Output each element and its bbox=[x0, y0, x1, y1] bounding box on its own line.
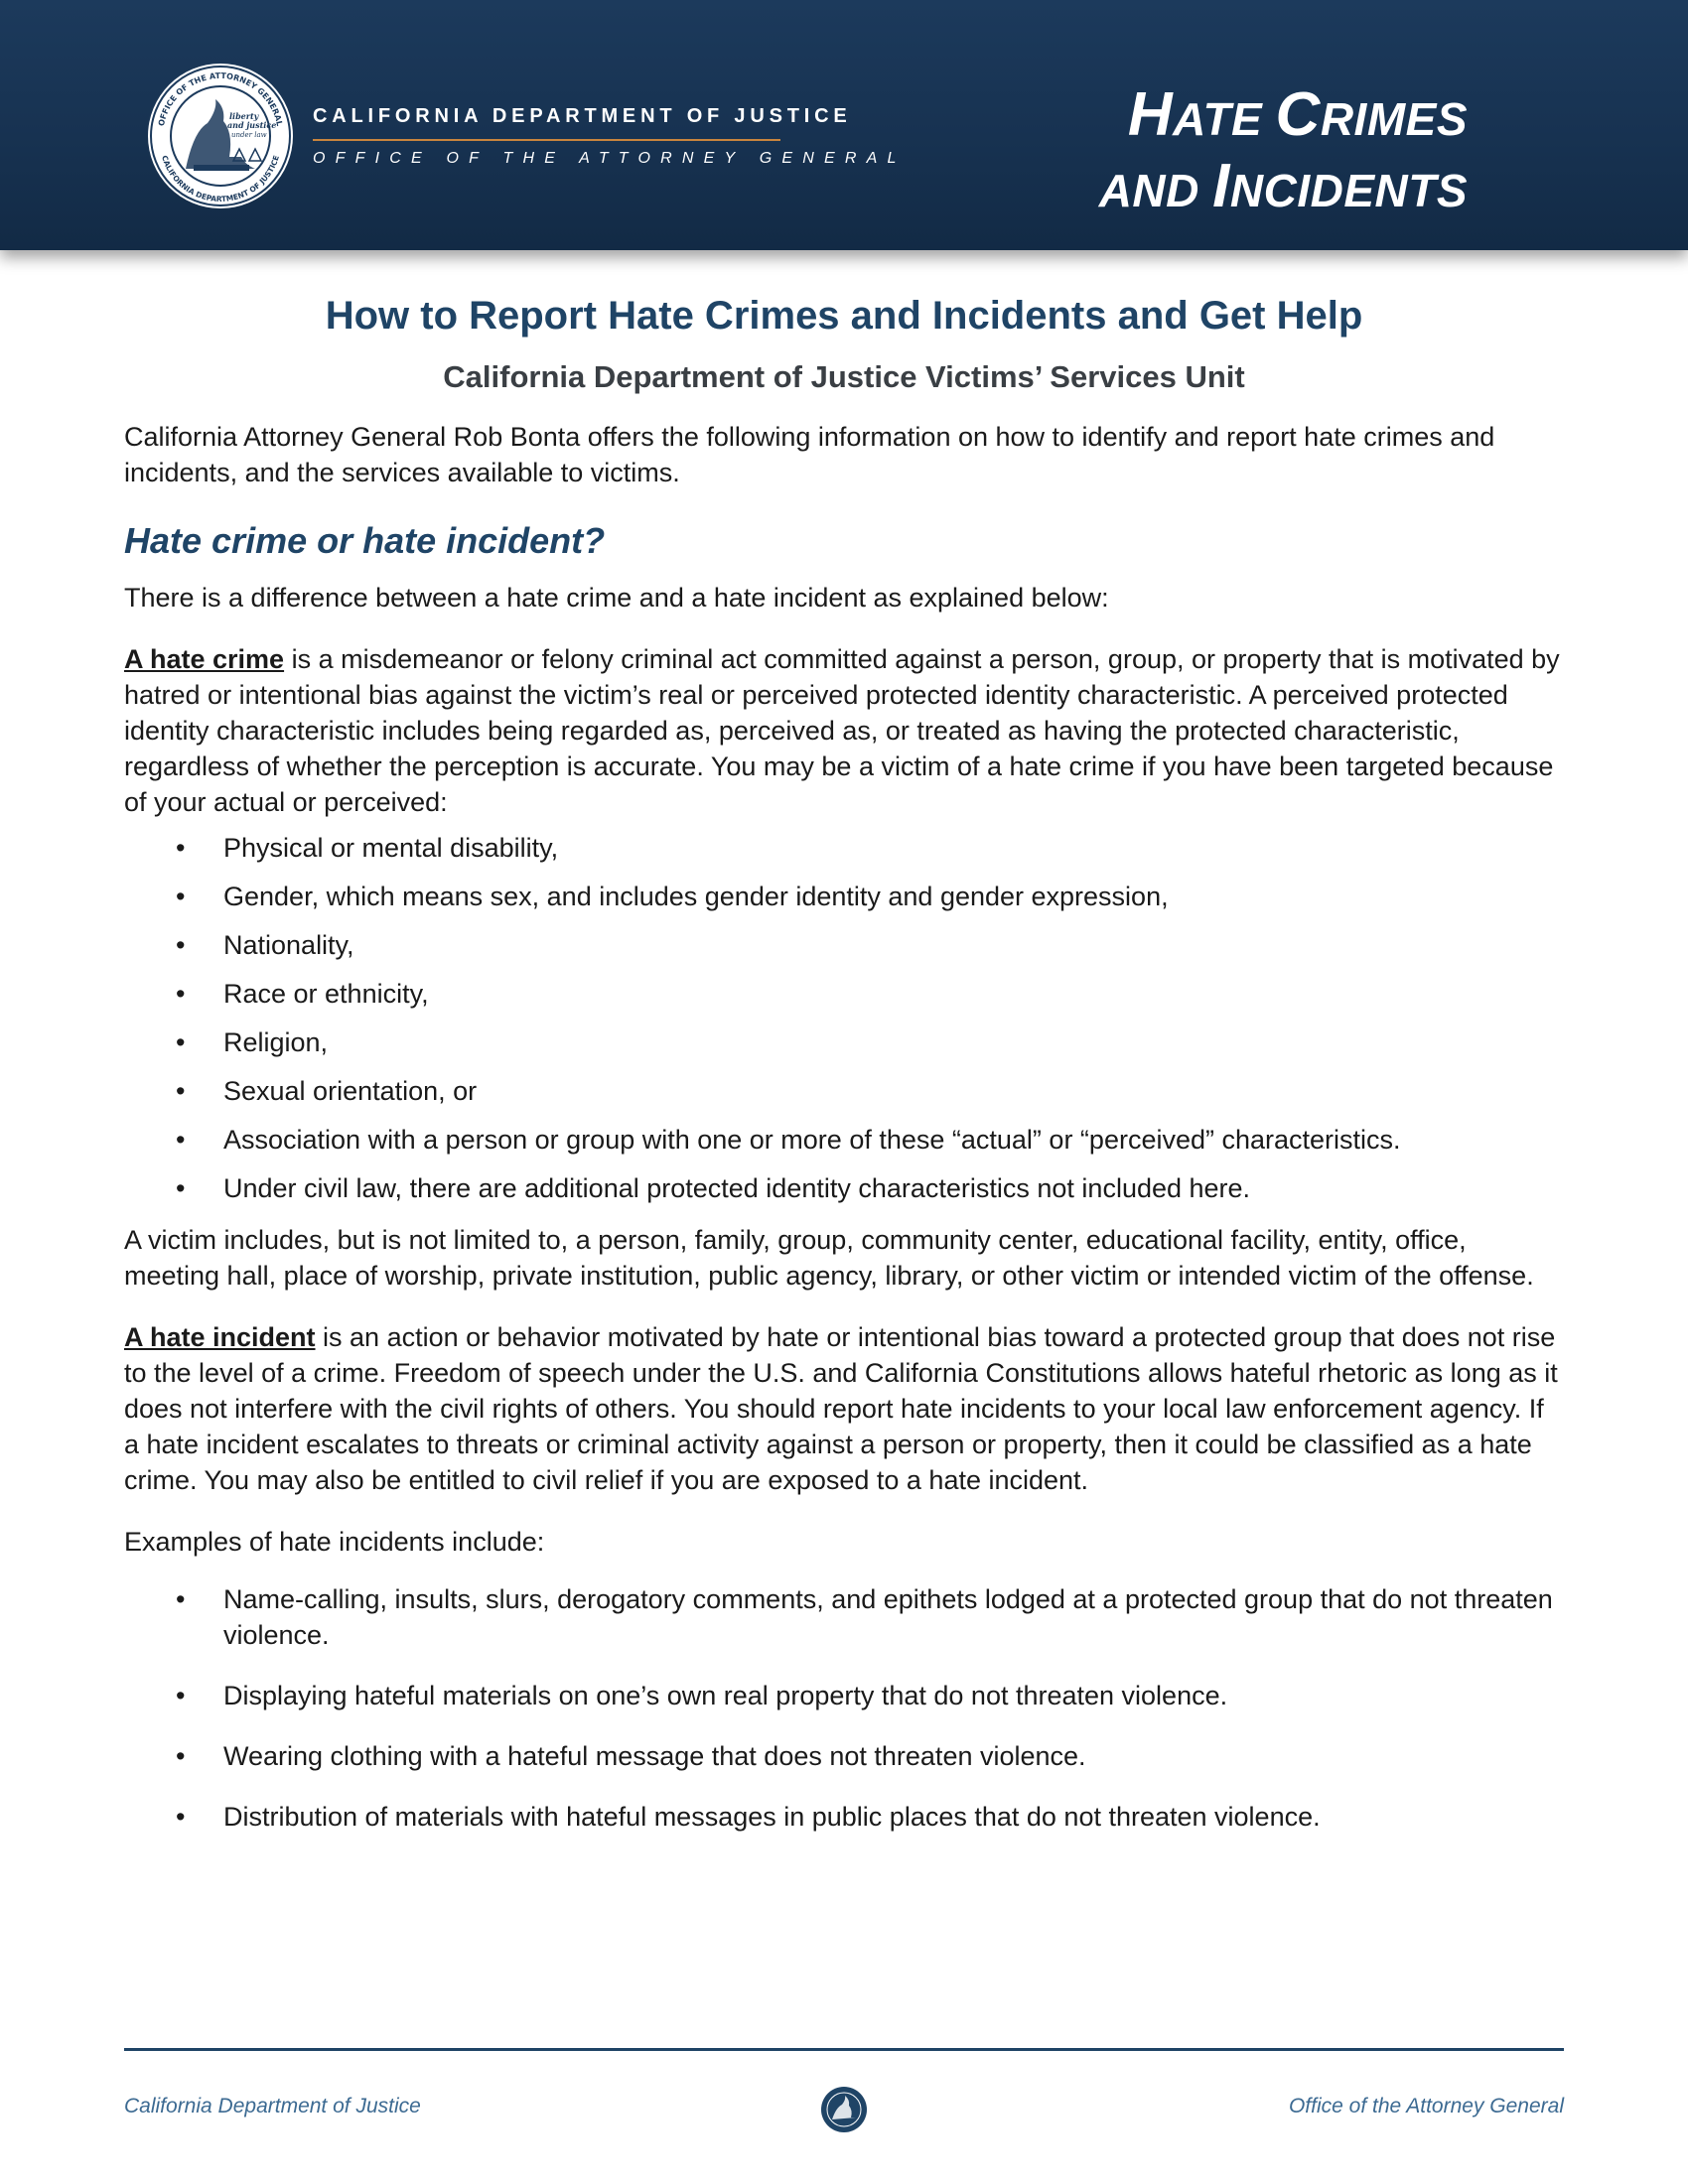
list-item: • Gender, which means sex, and includes gender identity and gender expression, bbox=[176, 882, 1169, 911]
page-title: How to Report Hate Crimes and Incidents and Get Help bbox=[325, 294, 1363, 338]
doj-seal-icon bbox=[146, 62, 295, 210]
footer-department: California Department of Justice bbox=[124, 2095, 421, 2117]
list-item: • Under civil law, there are additional protected identity characteristics not included here. bbox=[176, 1173, 1251, 1203]
svg-text:CALIFORNIA DEPARTMENT OF JUSTI: CALIFORNIA DEPARTMENT OF JUSTICE bbox=[160, 154, 281, 205]
document-title-block bbox=[1099, 81, 1468, 224]
examples-intro: Examples of hate incidents include: bbox=[124, 1527, 545, 1557]
footer-seal-icon bbox=[820, 2086, 868, 2133]
footer-office: Office of the Attorney General bbox=[1288, 2095, 1564, 2117]
department-subtitle: OFFICE OF THE ATTORNEY GENERAL bbox=[313, 150, 907, 167]
examples-list bbox=[124, 1581, 1564, 1835]
victim-definition: A victim includes, but is not limited to, a person, family, group, community center, educational facility, entity, office, meeting hall, place of worship, private institution, public agency, library, or other victim or intended victim of the offense. bbox=[124, 1225, 1534, 1291]
svg-text:under law: under law bbox=[231, 131, 267, 139]
list-item: • Religion, bbox=[176, 1027, 329, 1057]
list-item: • Race or ethnicity, bbox=[176, 979, 429, 1009]
list-item: • Physical or mental disability, bbox=[176, 833, 559, 863]
list-item: • Association with a person or group with one or more of these “actual” or “perceived” characteristics. bbox=[176, 1125, 1401, 1155]
department-divider bbox=[313, 139, 780, 141]
svg-text:and justice: and justice bbox=[227, 120, 277, 130]
intro-paragraph: California Attorney General Rob Bonta offers the following information on how to identify and report hate crimes and incidents, and the services available to victims. bbox=[124, 422, 1495, 487]
hate-crime-definition: A hate crime is a misdemeanor or felony criminal act committed against a person, group, or property that is motivated by hatred or intentional bias against the victim’s real or perceived protected identity characteristic. A perceived protected identity characteristic includes being regarded as, perceived as, or treated as having the protected characteristic, regardless of whether the perception is accurate. You may be a victim of a hate crime if you have been targeted because of your actual or perceived: bbox=[124, 644, 1560, 817]
hate-crime-term: A hate crime bbox=[124, 644, 285, 674]
list-item: • Sexual orientation, or bbox=[176, 1076, 478, 1106]
footer-divider bbox=[124, 2048, 1564, 2051]
list-item: • Displaying hateful materials on one’s own real property that do not threaten violence. bbox=[176, 1681, 1228, 1710]
list-item: • Wearing clothing with a hateful message that does not threaten violence. bbox=[176, 1741, 1086, 1771]
document-body bbox=[124, 290, 1564, 1859]
section-heading: Hate crime or hate incident? bbox=[124, 520, 606, 561]
page-subtitle: California Department of Justice Victims’ Services Unit bbox=[443, 359, 1245, 394]
list-item: • Distribution of materials with hateful messages in public places that do not threaten violence. bbox=[176, 1802, 1321, 1832]
list-item: • Nationality, bbox=[176, 930, 354, 960]
difference-paragraph: There is a difference between a hate crime and a hate incident as explained below: bbox=[124, 583, 1109, 613]
title-line-1: HATE CRIMES bbox=[1127, 80, 1468, 149]
svg-text:OFFICE OF THE ATTORNEY GENERAL: OFFICE OF THE ATTORNEY GENERAL bbox=[156, 70, 285, 127]
department-name: CALIFORNIA DEPARTMENT OF JUSTICE bbox=[313, 105, 852, 127]
characteristics-list bbox=[124, 830, 1564, 1206]
hate-incident-term: A hate incident bbox=[124, 1322, 316, 1352]
hate-incident-definition: A hate incident is an action or behavior motivated by hate or intentional bias toward a protected group that does not rise to the level of a crime. Freedom of speech under the U.S. and California Constitutions allows hateful rhetoric as long as it does not interfere with the civil rights of others. You should report hate incidents to your local law enforcement agency. If a hate incident escalates to threats or criminal activity against a person or property, then it could be classified as a hate crime. You may also be entitled to civil relief if you are exposed to a hate incident. bbox=[124, 1322, 1558, 1495]
list-item: • Name-calling, insults, slurs, derogatory comments, and epithets lodged at a protected group that do not threaten violence. bbox=[176, 1584, 1553, 1650]
page-header bbox=[0, 0, 1688, 250]
title-line-2: AND INCIDENTS bbox=[1098, 152, 1468, 220]
svg-text:liberty: liberty bbox=[229, 111, 259, 121]
